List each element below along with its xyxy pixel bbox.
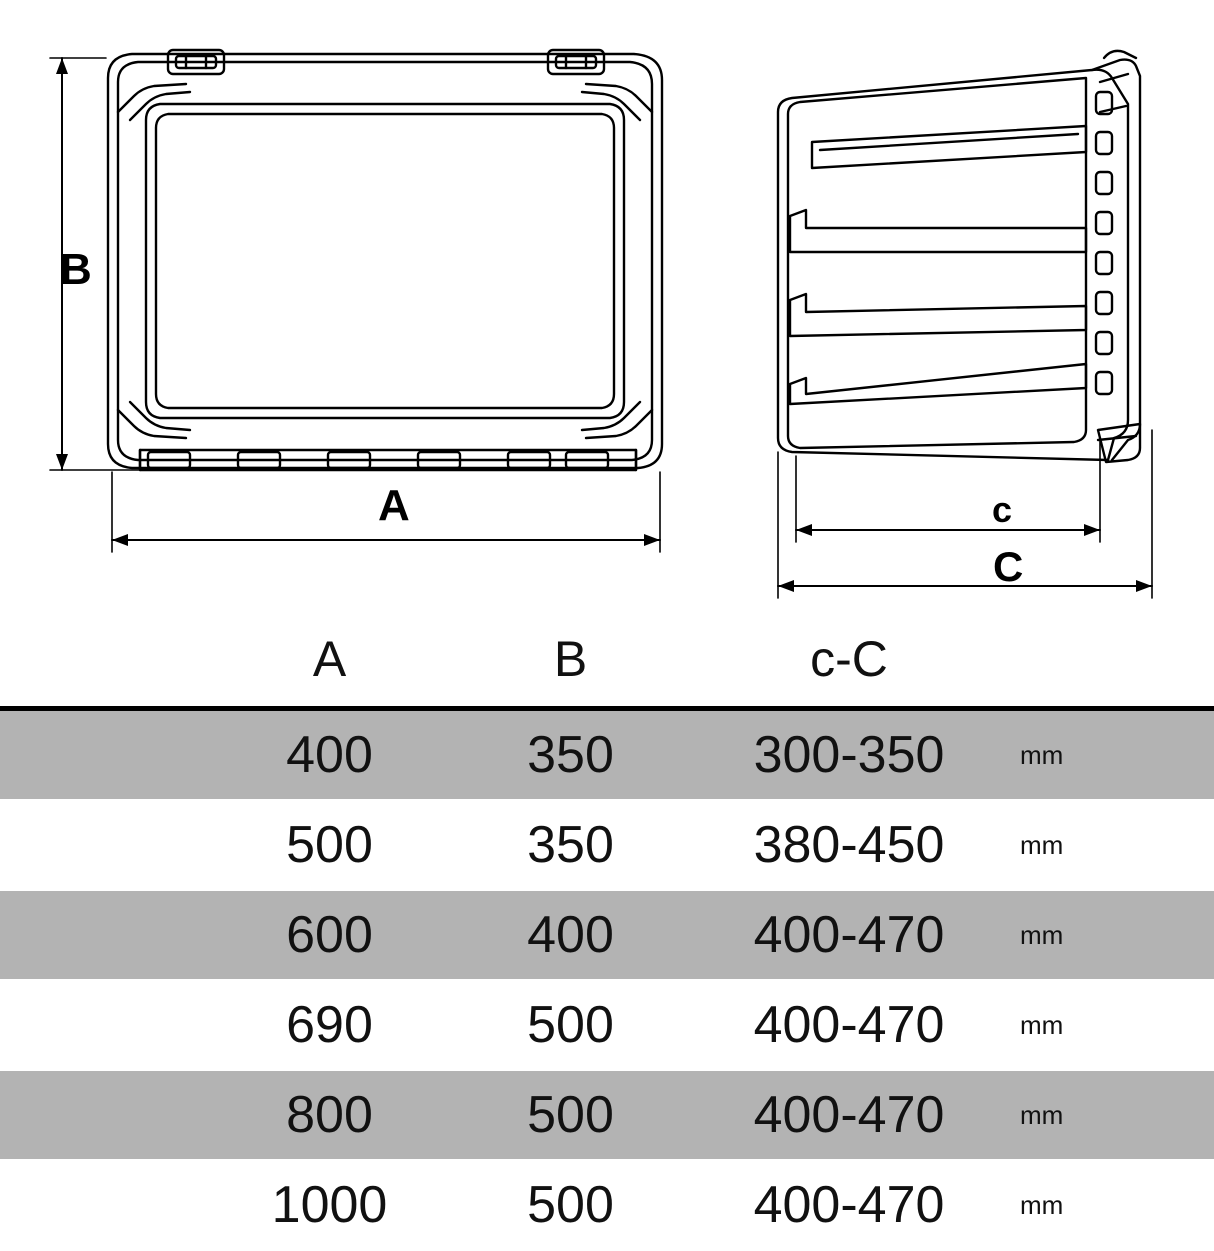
cell-cc: 300-350 (684, 709, 1014, 801)
row-spacer (0, 980, 202, 1070)
case-front-view (108, 50, 662, 470)
technical-drawing (0, 0, 1214, 620)
cell-cc: 400-470 (684, 890, 1014, 980)
table-header-unit (1014, 620, 1214, 709)
dimension-label-a: A (378, 481, 410, 530)
row-spacer (0, 1070, 202, 1160)
dimensions-table-wrapper (0, 620, 1214, 1251)
cell-unit: mm (1014, 980, 1214, 1070)
table-row (0, 800, 1214, 890)
cell-b: 350 (457, 800, 684, 890)
table-row (0, 1070, 1214, 1160)
row-spacer (0, 890, 202, 980)
row-spacer (0, 1160, 202, 1250)
table-row (0, 1160, 1214, 1250)
cell-cc: 380-450 (684, 800, 1014, 890)
cell-b: 350 (457, 709, 684, 801)
row-spacer (0, 800, 202, 890)
table-row (0, 709, 1214, 801)
cell-b: 500 (457, 980, 684, 1070)
cell-a: 690 (202, 980, 457, 1070)
dimension-label-c-upper: C (993, 543, 1024, 590)
table-row (0, 980, 1214, 1070)
dimensions-table (0, 620, 1214, 1251)
cell-a: 500 (202, 800, 457, 890)
cell-unit: mm (1014, 1160, 1214, 1250)
cell-cc: 400-470 (684, 980, 1014, 1070)
cell-b: 400 (457, 890, 684, 980)
table-header-a: A (202, 620, 457, 709)
table-header-spacer (0, 620, 202, 709)
cell-cc: 400-470 (684, 1160, 1014, 1250)
dimension-label-b: B (60, 245, 92, 294)
dimension-label-c-lower: c (992, 489, 1013, 530)
table-header-b: B (457, 620, 684, 709)
cell-a: 800 (202, 1070, 457, 1160)
cell-a: 600 (202, 890, 457, 980)
cell-unit: mm (1014, 1070, 1214, 1160)
cell-cc: 400-470 (684, 1070, 1014, 1160)
cell-unit: mm (1014, 890, 1214, 980)
cell-a: 1000 (202, 1160, 457, 1250)
cell-unit: mm (1014, 800, 1214, 890)
dimensions-table-body (0, 709, 1214, 1251)
cell-unit: mm (1014, 709, 1214, 801)
table-header-cc: c-C (684, 620, 1014, 709)
row-spacer (0, 709, 202, 801)
cell-b: 500 (457, 1160, 684, 1250)
cell-a: 400 (202, 709, 457, 801)
table-row (0, 890, 1214, 980)
cell-b: 500 (457, 1070, 684, 1160)
case-side-view (778, 51, 1140, 462)
